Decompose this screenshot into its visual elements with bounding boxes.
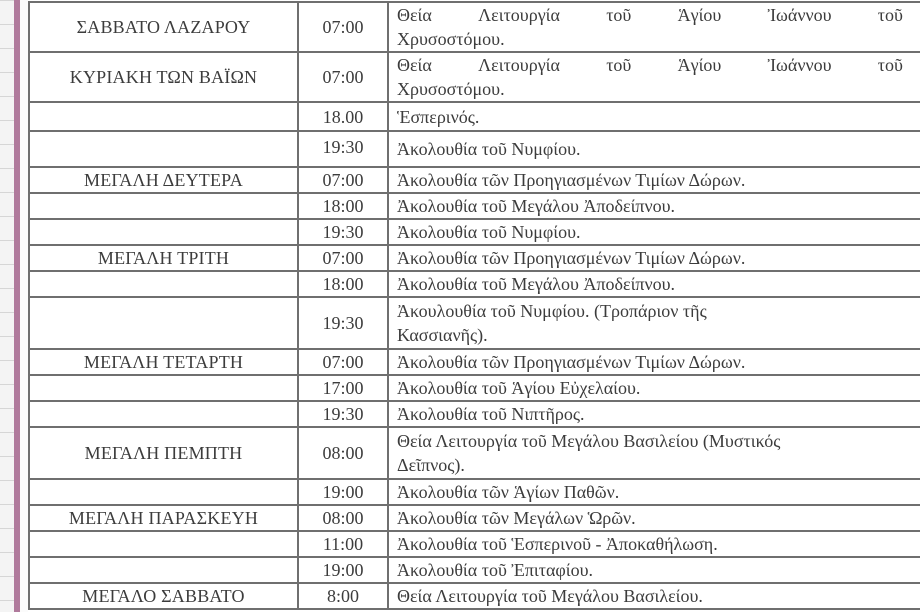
service-cell: Ἀκολουθία τῶν Μεγάλων Ὡρῶν. xyxy=(388,505,920,531)
time-cell: 19:00 xyxy=(298,479,388,505)
word: Θεία xyxy=(397,55,432,75)
table-row xyxy=(29,193,920,219)
word: τοῦ xyxy=(606,55,632,75)
service-line-1: Ἀκουλουθία τοῦ Νυμφίου. (Τροπάριον τῆς xyxy=(397,301,707,321)
day-cell: ΣΑΒΒΑΤΟ ΛΑΖΑΡΟΥ xyxy=(29,2,298,52)
service-cell xyxy=(388,52,920,102)
day-cell xyxy=(29,219,298,245)
day-cell xyxy=(29,531,298,557)
table-row xyxy=(29,52,920,102)
time-cell: 07:00 xyxy=(298,245,388,271)
service-cell: Ἀκολουθία τοῦ Νυμφίου. xyxy=(388,219,920,245)
service-cell xyxy=(388,2,920,52)
table-row xyxy=(29,583,920,609)
service-cell: Ἀκολουθία τοῦ Μεγάλου Ἀποδείπνου. xyxy=(388,271,920,297)
time-cell: 17:00 xyxy=(298,375,388,401)
service-line-1: Θεία Λειτουργία τοῦ Μεγάλου Βασιλείου (Μυστικός xyxy=(397,431,781,451)
service-cell: Ἀκολουθία τῶν Προηγιασμένων Τιμίων Δώρων. xyxy=(388,349,920,375)
table-row xyxy=(29,297,920,349)
time-cell: 18.00 xyxy=(298,102,388,131)
holy-week-schedule-table xyxy=(28,1,920,610)
service-cell: Θεία Λειτουργία τοῦ Μεγάλου Βασιλείου. xyxy=(388,583,920,609)
table-row xyxy=(29,102,920,131)
word: Ἰωάννου xyxy=(767,5,832,25)
day-cell: ΚΥΡΙΑΚΗ ΤΩΝ ΒΑΪΩΝ xyxy=(29,52,298,102)
table-row xyxy=(29,167,920,193)
service-cell: Ἀκολουθία τοῦ Νυμφίου. xyxy=(388,131,920,167)
service-line-2: Χρυσοστόμου. xyxy=(397,29,505,49)
time-cell: 11:00 xyxy=(298,531,388,557)
service-cell: Ἀκολουθία τοῦ Ἐπιταφίου. xyxy=(388,557,920,583)
day-cell xyxy=(29,297,298,349)
word: Ἰωάννου xyxy=(767,55,832,75)
day-cell xyxy=(29,193,298,219)
word: τοῦ xyxy=(606,5,632,25)
service-line-2: Δεῖπνος). xyxy=(397,455,465,475)
page-margin-gap xyxy=(20,0,28,612)
time-cell: 19:30 xyxy=(298,131,388,167)
time-cell: 19:30 xyxy=(298,401,388,427)
day-cell xyxy=(29,131,298,167)
word: τοῦ xyxy=(877,5,903,25)
service-line-1 xyxy=(397,3,903,27)
table-row xyxy=(29,427,920,479)
table-row xyxy=(29,219,920,245)
time-cell: 07:00 xyxy=(298,167,388,193)
service-cell: Ἀκολουθία τοῦ Ἑσπερινοῦ - Ἀποκαθήλωση. xyxy=(388,531,920,557)
service-cell: Ἀκολουθία τῶν Προηγιασμένων Τιμίων Δώρων. xyxy=(388,167,920,193)
day-cell: ΜΕΓΑΛΗ ΤΕΤΑΡΤΗ xyxy=(29,349,298,375)
background-grid-strip xyxy=(0,0,15,612)
day-cell xyxy=(29,479,298,505)
word: Ἁγίου xyxy=(677,55,722,75)
time-cell: 07:00 xyxy=(298,349,388,375)
service-cell xyxy=(388,427,920,479)
table-row xyxy=(29,375,920,401)
table-row xyxy=(29,479,920,505)
word: Θεία xyxy=(397,5,432,25)
day-cell xyxy=(29,375,298,401)
table-row xyxy=(29,401,920,427)
time-cell: 07:00 xyxy=(298,2,388,52)
word: Λειτουργία xyxy=(478,55,560,75)
table-row xyxy=(29,245,920,271)
service-cell: Ἀκολουθία τῶν Ἁγίων Παθῶν. xyxy=(388,479,920,505)
service-cell: Ἀκολουθία τοῦ Ἁγίου Εὐχελαίου. xyxy=(388,375,920,401)
word: τοῦ xyxy=(877,55,903,75)
day-cell xyxy=(29,271,298,297)
table-row xyxy=(29,505,920,531)
time-cell: 19:00 xyxy=(298,557,388,583)
time-cell: 07:00 xyxy=(298,52,388,102)
table-row xyxy=(29,557,920,583)
day-cell xyxy=(29,102,298,131)
table-row xyxy=(29,131,920,167)
table-row xyxy=(29,271,920,297)
time-cell: 19:30 xyxy=(298,219,388,245)
time-cell: 18:00 xyxy=(298,271,388,297)
day-cell: ΜΕΓΑΛΟ ΣΑΒΒΑΤΟ xyxy=(29,583,298,609)
service-line-1 xyxy=(397,53,903,77)
day-cell: ΜΕΓΑΛΗ ΠΕΜΠΤΗ xyxy=(29,427,298,479)
service-line-2: Χρυσοστόμου. xyxy=(397,79,505,99)
time-cell: 18:00 xyxy=(298,193,388,219)
time-cell: 08:00 xyxy=(298,505,388,531)
service-cell: Ἀκολουθία τοῦ Μεγάλου Ἀποδείπνου. xyxy=(388,193,920,219)
day-cell: ΜΕΓΑΛΗ ΔΕΥΤΕΡΑ xyxy=(29,167,298,193)
table-row xyxy=(29,349,920,375)
time-cell: 19:30 xyxy=(298,297,388,349)
day-cell xyxy=(29,557,298,583)
table-row xyxy=(29,2,920,52)
service-cell: Ἀκολουθία τῶν Προηγιασμένων Τιμίων Δώρων. xyxy=(388,245,920,271)
service-line-2: Κασσιανῆς). xyxy=(397,325,488,345)
day-cell: ΜΕΓΑΛΗ ΤΡΙΤΗ xyxy=(29,245,298,271)
table-row xyxy=(29,531,920,557)
service-cell xyxy=(388,297,920,349)
time-cell: 8:00 xyxy=(298,583,388,609)
word: Λειτουργία xyxy=(478,5,560,25)
day-cell: ΜΕΓΑΛΗ ΠΑΡΑΣΚΕΥΗ xyxy=(29,505,298,531)
day-cell xyxy=(29,401,298,427)
time-cell: 08:00 xyxy=(298,427,388,479)
service-cell: Ἀκολουθία τοῦ Νιπτῆρος. xyxy=(388,401,920,427)
service-cell: Ἑσπερινός. xyxy=(388,102,920,131)
word: Ἁγίου xyxy=(677,5,722,25)
